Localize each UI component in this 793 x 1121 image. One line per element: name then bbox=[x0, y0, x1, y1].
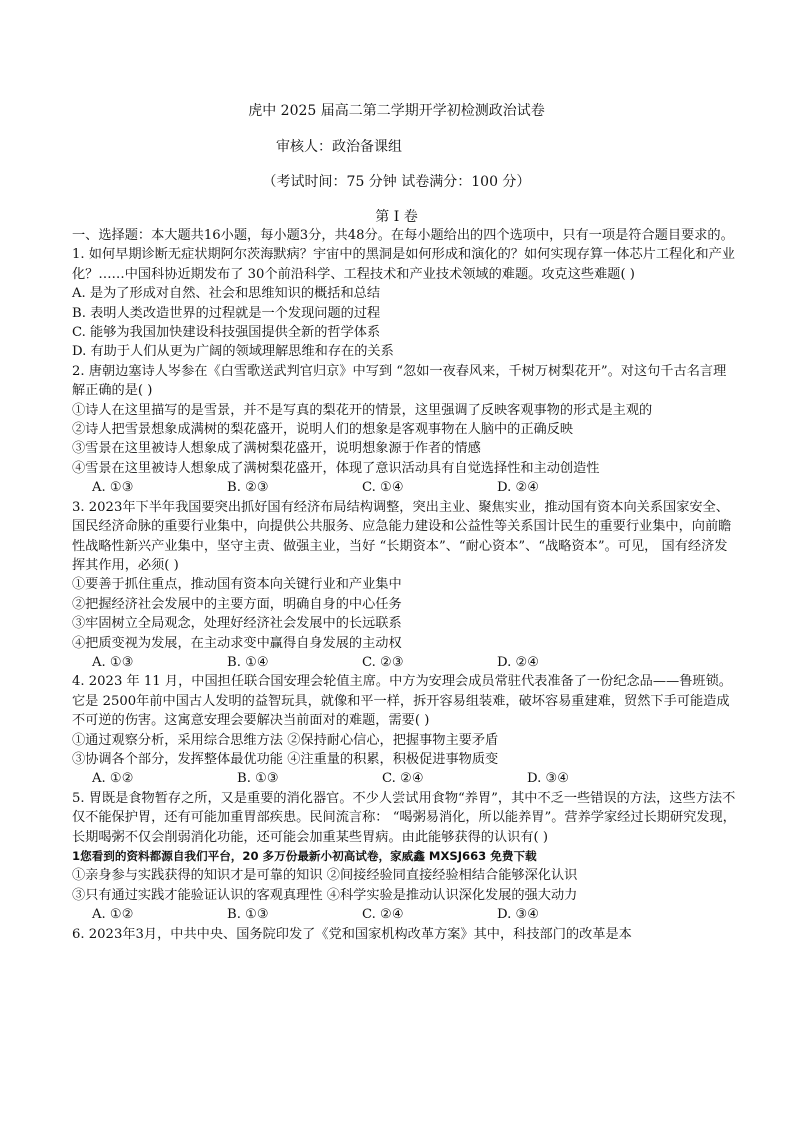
q5-option-a: A. ①② bbox=[92, 907, 134, 923]
q1-option-b: B. 表明人类改造世界的过程就是一个发现问题的过程 bbox=[72, 305, 381, 321]
q2-options bbox=[72, 478, 736, 497]
q5-stem: 5. 胃既是食物暂存之所，又是重要的消化器官。不少人尝试用食物“养胃”，其中不乏一些错误的方法，这些方法不仅不能保护胃，还有可能加重胃部疾患。民间流言称： “喝粥易消化，所以能养胃”。营养学家经过长期研究发现，长期喝粥不仅会削弱消化功能，还可能会加重某些胃病。由此能够获得的认识有( ) bbox=[72, 790, 736, 845]
q3-statement-2: ②把握经济社会发展中的主要方面，明确自身的中心任务 bbox=[72, 596, 402, 612]
q4-option-c: C. ②④ bbox=[382, 771, 424, 787]
q2-statement-2: ②诗人把雪景想象成满树的梨花盛开，说明人们的想象是客观事物在人脑中的正确反映 bbox=[72, 422, 574, 438]
q5-option-b: B. ①③ bbox=[227, 907, 269, 923]
q2-statement-1: ①诗人在这里描写的是雪景，并不是写真的梨花开的情景，这里强调了反映客观事物的形式是主观的 bbox=[72, 402, 653, 418]
q3-stem: 3. 2023年下半年我国要突出抓好国有经济布局结构调整，突出主业、聚焦实业，推动国有资本向关系国家安全、国民经济命脉的重要行业集中，向提供公共服务、应急能力建设和公益性等关系国计民生的重要行业集中，向前瞻性战略性新兴产业集中，坚守主责、做强主业，当好 “长期资本”、“耐心资本”、“战略资本”。可见， 国有经济发挥其作用，必须( ) bbox=[72, 499, 732, 573]
reviewer-line: 审核人：政治备课组 bbox=[276, 139, 402, 155]
q1-option-c: C. 能够为我国加快建设科技强国提供全新的哲学体系 bbox=[72, 325, 381, 341]
q5-options bbox=[72, 905, 736, 924]
q2-option-c: C. ①④ bbox=[362, 480, 404, 496]
q3-option-a: A. ①③ bbox=[92, 654, 134, 670]
q3-option-b: B. ①④ bbox=[227, 654, 269, 670]
q5-option-c: C. ②④ bbox=[362, 907, 404, 923]
q2-statement-4: ④雪景在这里被诗人想象成了满树梨花盛开，体现了意识活动具有自觉选择性和主动创造性 bbox=[72, 460, 600, 476]
q1-stem: 1. 如何早期诊断无症状期阿尔茨海默病？宇宙中的黑洞是如何形成和演化的？如何实现存算一体芯片工程化和产业化？……中国科协近期发布了 30个前沿科学、工程技术和产业技术领域的难题。攻克这些难题( ) bbox=[72, 247, 735, 282]
q5-option-d: D. ③④ bbox=[497, 907, 540, 923]
q2-option-d: D. ②④ bbox=[497, 480, 540, 496]
volume-heading: 第 Ⅰ 卷 bbox=[375, 209, 418, 225]
q3-statement-4: ④把质变视为发展，在主动求变中赢得自身发展的主动权 bbox=[72, 635, 402, 651]
question-body bbox=[72, 226, 736, 944]
exam-title: 虎中 2025 届高二第二学期开学初检测政治试卷 bbox=[248, 103, 545, 119]
q2-statement-3: ③雪景在这里被诗人想象成了满树梨花盛开，说明想象源于作者的情感 bbox=[72, 441, 481, 457]
q1-option-a: A. 是为了形成对自然、社会和思维知识的概括和总结 bbox=[72, 286, 381, 302]
q3-statement-1: ①要善于抓住重点，推动国有资本向关键行业和产业集中 bbox=[72, 577, 402, 593]
q4-option-b: B. ①③ bbox=[237, 771, 279, 787]
exam-info: （考试时间：75 分钟 试卷满分：100 分） bbox=[262, 174, 531, 190]
q3-option-c: C. ②③ bbox=[362, 654, 404, 670]
q3-option-d: D. ②④ bbox=[497, 654, 540, 670]
q2-stem: 2. 唐朝边塞诗人岑参在《白雪歌送武判官归京》中写到 “忽如一夜春风来，千树万树梨花开”。对这句千古名言理解正确的是( ) bbox=[72, 363, 727, 399]
q5-statements-1-2: ①亲身参与实践获得的知识才是可靠的知识 ②间接经验同直接经验相结合能够深化认识 bbox=[72, 868, 578, 884]
q1-option-d: D. 有助于人们从更为广阔的领域理解思维和存在的关系 bbox=[72, 344, 394, 360]
q6-stem: 6. 2023年3月，中共中央、国务院印发了《党和国家机构改革方案》其中，科技部门的改革是本 bbox=[72, 926, 632, 942]
q3-options bbox=[72, 653, 736, 672]
download-ad-line: 1您看到的资料都源自我们平台，20 多万份最新小初高试卷，家威鑫 MXSJ663 免费下载 bbox=[72, 849, 537, 863]
q4-statements-1-2: ①通过观察分析，采用综合思维方法 ②保持耐心信心，把握事物主要矛盾 bbox=[72, 732, 499, 748]
q4-option-a: A. ①② bbox=[92, 771, 134, 787]
q4-option-d: D. ③④ bbox=[527, 771, 570, 787]
section-intro: 一、选择题：本大题共16小题，每小题3分，共48分。在每小题给出的四个选项中，只有一项是符合题目要求的。 bbox=[72, 228, 734, 243]
q3-statement-3: ③牢固树立全局观念，处理好经济社会发展中的长远联系 bbox=[72, 616, 402, 632]
q4-statements-3-4: ③协调各个部分，发挥整体最优功能 ④注重量的积累，积极促进事物质变 bbox=[72, 751, 499, 767]
q4-options bbox=[72, 769, 736, 788]
q4-stem: 4. 2023 年 11 月，中国担任联合国安理会轮值主席。中方为安理会成员常驻代表准备了一份纪念品——鲁班锁。它是 2500年前中国古人发明的益智玩具，就像和平一样，拆开容易组装难，破坏容易重建难，贸然下手可能造成不可逆的伤害。这寓意安理会要解决当前面对的难题，需要( ) bbox=[72, 674, 732, 729]
q2-option-b: B. ②③ bbox=[227, 480, 269, 496]
q2-option-a: A. ①③ bbox=[92, 480, 134, 496]
q5-statements-3-4: ③只有通过实践才能验证认识的客观真理性 ④科学实验是推动认识深化发展的强大动力 bbox=[72, 887, 578, 903]
